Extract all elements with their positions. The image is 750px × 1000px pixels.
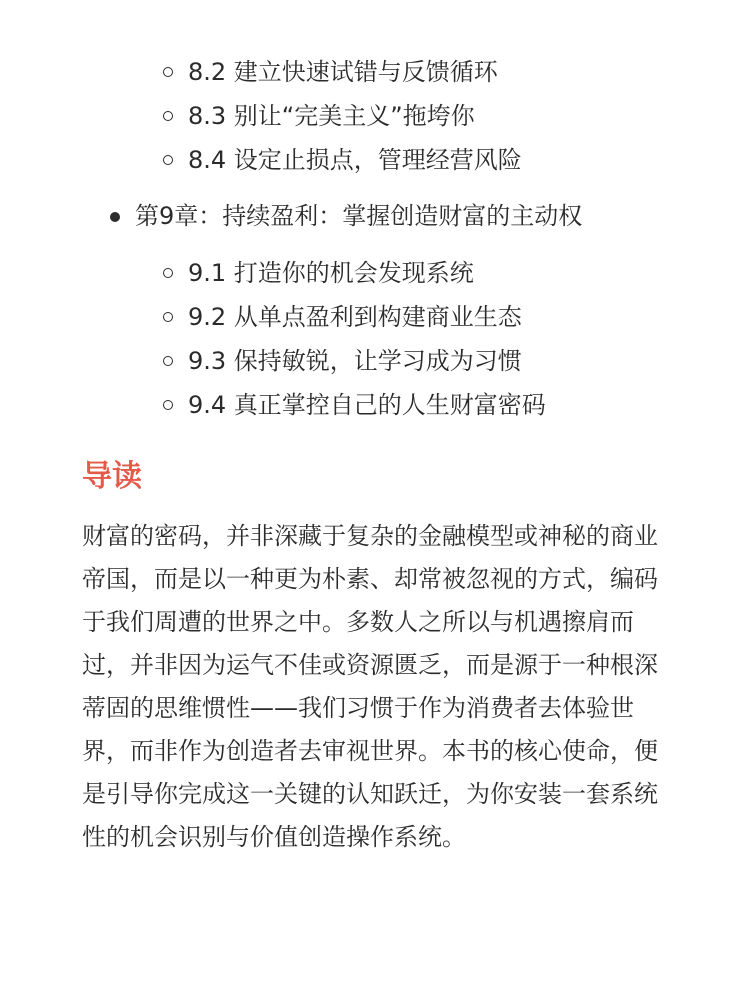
hollow-bullet-icon: [163, 312, 173, 322]
hollow-bullet-icon: [163, 67, 173, 77]
subsection-title: 8.3 别让“完美主义”拖垮你: [188, 102, 475, 130]
hollow-bullet-icon: [163, 356, 173, 366]
subsection-title: 8.4 设定止损点，管理经营风险: [188, 146, 522, 174]
subsection-title: 9.3 保持敏锐，让学习成为习惯: [188, 347, 522, 375]
subsection-title: 8.2 建立快速试错与反馈循环: [188, 58, 498, 86]
subsection-title: 9.2 从单点盈利到构建商业生态: [188, 303, 522, 331]
chapter9-item: [110, 194, 582, 238]
list-item: [163, 138, 522, 182]
hollow-bullet-icon: [163, 155, 173, 165]
list-item: [163, 383, 546, 427]
subsection-title: 9.1 打造你的机会发现系统: [188, 259, 474, 287]
chapter-title: 第9章：持续盈利：掌握创造财富的主动权: [135, 202, 583, 230]
list-item: [163, 94, 522, 138]
hollow-bullet-icon: [163, 400, 173, 410]
list-item: [163, 295, 546, 339]
section-heading: 导读: [82, 459, 142, 494]
chapter8-subsection-list: [163, 50, 522, 182]
hollow-bullet-icon: [163, 111, 173, 121]
chapter9-subsection-list: [163, 251, 546, 427]
filled-bullet-icon: [110, 212, 120, 222]
subsection-title: 9.4 真正掌控自己的人生财富密码: [188, 391, 546, 419]
list-item: [163, 251, 546, 295]
list-item: [163, 50, 522, 94]
intro-paragraph: 财富的密码，并非深藏于复杂的金融模型或神秘的商业帝国，而是以一种更为朴素、却常被忽视的方式，编码于我们周遭的世界之中。多数人之所以与机遇擦肩而过，并非因为运气不佳或资源匮乏，而是源于一种根深蒂固的思维惯性——我们习惯于作为消费者去体验世界，而非作为创造者去审视世界。本书的核心使命，便是引导你完成这一关键的认知跃迁，为你安装一套系统性的机会识别与价值创造操作系统。: [82, 522, 658, 851]
list-item: [163, 339, 546, 383]
hollow-bullet-icon: [163, 268, 173, 278]
